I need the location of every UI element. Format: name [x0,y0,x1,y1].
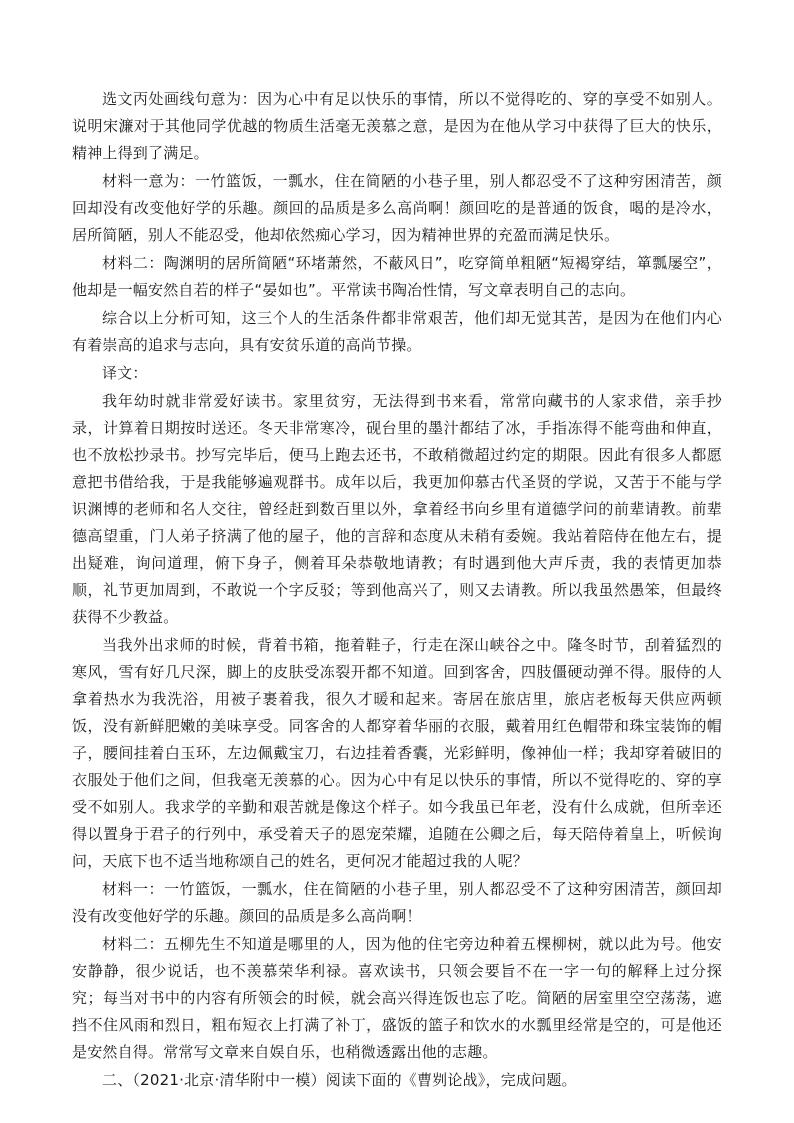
paragraph-translation-two: 当我外出求师的时候，背着书箱，拖着鞋子，行走在深山峡谷之中。隆冬时节，刮着猛烈的寒风，雪有好几尺深，脚上的皮肤受冻裂开都不知道。回到客舍，四肢僵硬动弹不得。服侍的人拿着热水为我洗浴，用被子裹着我，很久才暖和起来。寄居在旅店里，旅店老板每天供应两顿饭，没有新鲜肥嫩的美味享受。同客舍的人都穿着华丽的衣服，戴着用红色帽带和珠宝装饰的帽子，腰间挂着白玉环，左边佩戴宝刀，右边挂着香囊，光彩鲜明，像神仙一样；我却穿着破旧的衣服处于他们之间，但我毫无羡慕的心。因为心中有足以快乐的事情，所以不觉得吃的、穿的享受不如别人。我求学的辛勤和艰苦就是像这个样子。如今我虽已年老，没有什么成就，但所幸还得以置身于君子的行列中，承受着天子的恩宠荣耀，追随在公卿之后，每天陪侍着皇上，听候询问，天底下也不适当地称颂自己的姓名，更何况才能超过我的人呢？ [72,636,722,870]
question-two-heading: 二、（2021·北京·清华附中一模）阅读下面的《曹刿论战》，完成问题。 [102,1071,577,1089]
paragraph-summary: 综合以上分析可知，这三个人的生活条件都非常艰苦，他们却无觉其苦，是因为在他们内心有着崇高的追求与志向，具有安贫乐道的高尚节操。 [72,309,722,354]
paragraph-analysis: 选文丙处画线句意为：因为心中有足以快乐的事情，所以不觉得吃的、穿的享受不如别人。说明宋濂对于其他同学优越的物质生活毫无羡慕之意，是因为在他从学习中获得了巨大的快乐，精神上得到了满足。 [72,90,722,162]
document-page [72,86,722,1095]
paragraph-material-one-translation: 材料一：一竹篮饭，一瓢水，住在简陋的小巷子里，别人都忍受不了这种穷困清苦，颜回却没有改变他好学的乐趣。颜回的品质是多么高尚啊！ [72,880,722,925]
paragraph-material-one-meaning: 材料一意为：一竹篮饭，一瓢水，住在简陋的小巷子里，别人都忍受不了这种穷困清苦，颜回却没有改变他好学的乐趣。颜回的品质是多么高尚啊！颜回吃的是普通的饭食，喝的是冷水，居所简陋，别人不能忍受，他却依然痴心学习，因为精神世界的充盈而满足快乐。 [72,172,722,244]
translation-heading: 译文： [102,364,148,382]
paragraph-material-two: 材料二：陶渊明的居所简陋“环堵萧然，不蔽风日”，吃穿简单粗陋“短褐穿结，箪瓢屡空”，他却是一幅安然自若的样子“晏如也”。平常读书陶冶性情，写文章表明自己的志向。 [72,254,722,299]
paragraph-material-two-translation: 材料二：五柳先生不知道是哪里的人，因为他的住宅旁边种着五棵柳树，就以此为号。他安安静静，很少说话，也不羡慕荣华利禄。喜欢读书，只领会要旨不在一字一句的解释上过分探究；每当对书中的内容有所领会的时候，就会高兴得连饭也忘了吃。简陋的居室里空空荡荡，遮挡不住风雨和烈日，粗布短衣上打满了补丁，盛饭的篮子和饮水的水瓢里经常是空的，可是他还是安然自得。常常写文章来自娱自乐，也稍微透露出他的志趣。 [72,935,722,1061]
paragraph-translation-one: 我年幼时就非常爱好读书。家里贫穷，无法得到书来看，常常向藏书的人家求借，亲手抄录，计算着日期按时送还。冬天非常寒冷，砚台里的墨汁都结了冰，手指冻得不能弯曲和伸直，也不放松抄录书。抄写完毕后，便马上跑去还书，不敢稍微超过约定的期限。因此有很多人都愿意把书借给我，于是我能够遍观群书。成年以后，我更加仰慕古代圣贤的学说，又苦于不能与学识渊博的老师和名人交往，曾经赶到数百里以外，拿着经书向乡里有道德学问的前辈请教。前辈德高望重，门人弟子挤满了他的屋子，他的言辞和态度从未稍有委婉。我站着陪侍在他左右，提出疑难，询问道理，俯下身子，侧着耳朵恭敬地请教；有时遇到他大声斥责，我的表情更加恭顺，礼节更加周到，不敢说一个字反驳；等到他高兴了，则又去请教。所以我虽然愚笨，但最终获得不少教益。 [72,392,722,626]
